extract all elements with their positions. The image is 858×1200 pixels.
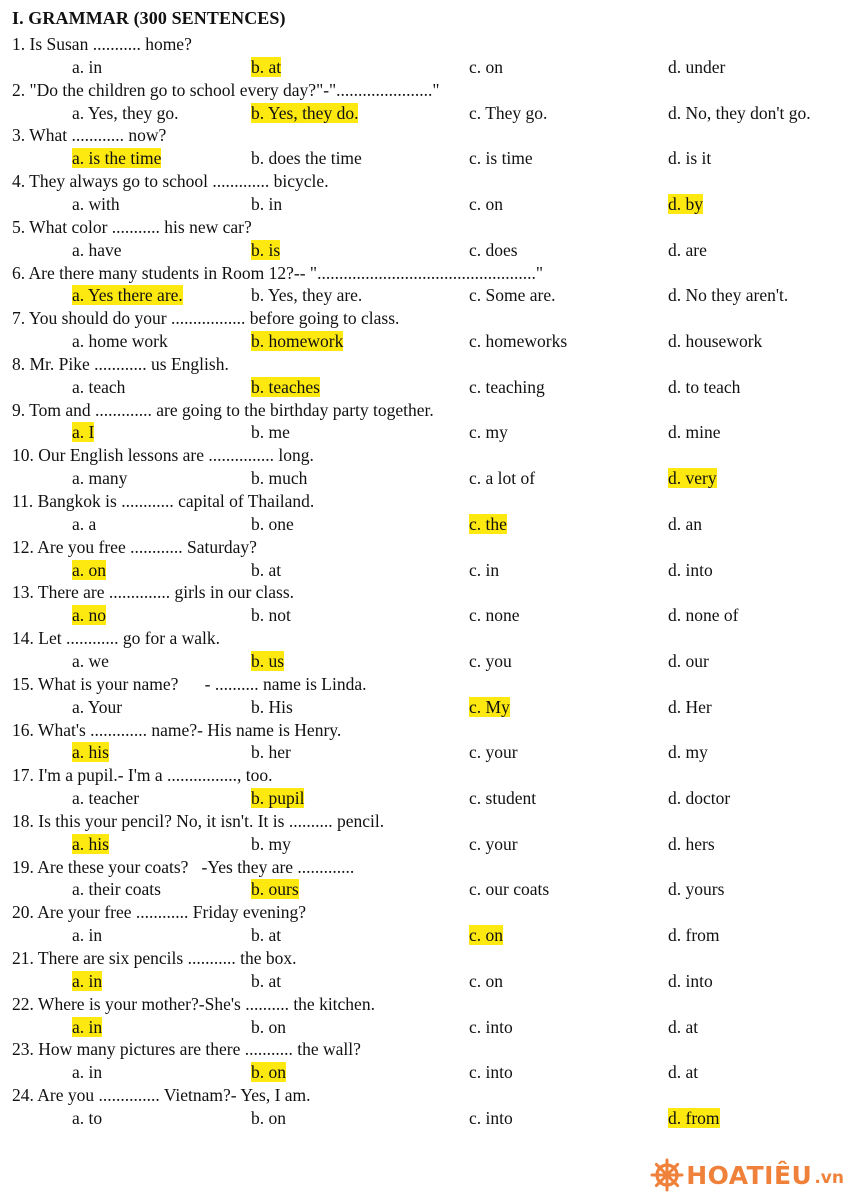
answer-option: d. Her xyxy=(668,696,712,717)
answer-option: b. on xyxy=(251,1107,286,1128)
answer-option: c. teaching xyxy=(469,376,545,397)
answer-option: a. many xyxy=(72,468,128,489)
answer-option: d. No, they don't go. xyxy=(668,102,811,123)
answer-option: d. our xyxy=(668,650,709,671)
question-text: 20. Are your free ............ Friday evening? xyxy=(12,902,307,923)
answer-option: d. housework xyxy=(668,331,763,351)
question-text: 5. What color ........... his new car? xyxy=(12,216,252,237)
question-text: 7. You should do your ................. before going to class. xyxy=(12,308,400,329)
answer-option: c. your xyxy=(469,742,518,763)
answer-option-highlighted: a. no xyxy=(72,605,107,626)
answer-option: a. with xyxy=(72,193,120,214)
answer-option-highlighted: b. us xyxy=(251,650,285,671)
question-text: 21. There are six pencils ........... the box. xyxy=(12,948,297,968)
question-text: 1. Is Susan ........... home? xyxy=(12,34,192,54)
answer-option-highlighted: d. by xyxy=(668,193,703,214)
answer-option: c. on xyxy=(469,193,504,214)
answer-option: a. in xyxy=(72,925,103,946)
answer-option: b. at xyxy=(251,970,282,991)
answer-option: c. into xyxy=(469,1107,513,1128)
answer-option: b. in xyxy=(251,193,283,214)
answer-option: c. your xyxy=(469,833,518,854)
answer-option: d. into xyxy=(668,970,713,991)
answer-option-highlighted: b. is xyxy=(251,239,281,260)
question-text: 9. Tom and ............. are going to the birthday party together. xyxy=(12,399,434,420)
question-text: 8. Mr. Pike ............ us English. xyxy=(12,353,229,374)
answer-option: c. Some are. xyxy=(469,285,556,306)
answer-option-highlighted: b. at xyxy=(251,56,282,77)
answer-option: d. at xyxy=(668,1016,699,1037)
answer-option: a. teacher xyxy=(72,788,140,808)
question-text: 17. I'm a pupil.- I'm a ................, too. xyxy=(12,765,273,786)
question-text: 19. Are these your coats? -Yes they are ............. xyxy=(12,856,355,877)
answer-option-highlighted: d. very xyxy=(668,468,717,489)
answer-option-highlighted: b. homework xyxy=(251,331,344,351)
answer-option: a. have xyxy=(72,239,122,260)
section-title: I. GRAMMAR (300 SENTENCES) xyxy=(12,8,286,28)
answer-option-highlighted: b. ours xyxy=(251,879,299,900)
answer-option: b. His xyxy=(251,696,293,717)
question-text: 24. Are you .............. Vietnam?- Yes, I am. xyxy=(12,1085,311,1106)
question-text: 12. Are you free ............ Saturday? xyxy=(12,536,257,557)
answer-option-highlighted: a. is the time xyxy=(72,148,162,169)
question-text: 11. Bangkok is ............ capital of Thailand. xyxy=(12,491,315,511)
answer-option: d. under xyxy=(668,56,726,77)
answer-option: d. are xyxy=(668,239,707,260)
answer-option: a. Your xyxy=(72,696,123,717)
answer-option: c. on xyxy=(469,56,504,77)
question-text: 10. Our English lessons are ............... long. xyxy=(12,445,314,466)
answer-option: d. to teach xyxy=(668,376,741,397)
question-text: 22. Where is your mother?-She's .......... the kitchen. xyxy=(12,993,375,1014)
answer-option: a. Yes, they go. xyxy=(72,102,179,123)
answer-option: b. does the time xyxy=(251,148,362,169)
brand-logo xyxy=(650,1158,844,1192)
answer-option: d. yours xyxy=(668,879,725,900)
answer-option-highlighted: a. on xyxy=(72,559,107,580)
answer-option: a. teach xyxy=(72,376,126,397)
answer-option-highlighted: c. on xyxy=(469,925,504,946)
question-text: 2. "Do the children go to school every day?"-"......................" xyxy=(12,79,440,100)
answer-option: c. is time xyxy=(469,148,533,169)
answer-option: d. No they aren't. xyxy=(668,285,789,306)
ship-wheel-icon xyxy=(650,1158,684,1192)
answer-option: d. at xyxy=(668,1062,699,1083)
answer-option: b. one xyxy=(251,513,294,534)
question-text: 16. What's ............. name?- His name is Henry. xyxy=(12,719,342,740)
answer-option-highlighted: a. in xyxy=(72,1016,103,1037)
answer-option-highlighted: a. Yes there are. xyxy=(72,285,183,306)
answer-option: a. in xyxy=(72,56,103,77)
answer-option: c. our coats xyxy=(469,879,550,900)
answer-option: c. into xyxy=(469,1062,513,1083)
answer-option-highlighted: b. teaches xyxy=(251,376,320,397)
answer-option: b. not xyxy=(251,605,291,626)
answer-option: d. is it xyxy=(668,148,712,169)
answer-option-highlighted: c. the xyxy=(469,513,507,534)
answer-option: d. into xyxy=(668,559,713,580)
answer-option-highlighted: a. his xyxy=(72,833,109,854)
answer-option: c. none xyxy=(469,605,520,626)
answer-option: b. at xyxy=(251,925,282,946)
answer-option: d. doctor xyxy=(668,788,731,808)
answer-option-highlighted: a. I xyxy=(72,422,95,443)
answer-option: a. their coats xyxy=(72,879,161,900)
answer-option: d. from xyxy=(668,925,720,946)
answer-option-highlighted: a. in xyxy=(72,970,103,991)
answer-option: b. Yes, they are. xyxy=(251,285,363,306)
answer-option-highlighted: b. Yes, they do. xyxy=(251,102,359,123)
question-text: 3. What ............ now? xyxy=(12,125,167,146)
answer-option: d. an xyxy=(668,513,703,534)
answer-option: c. student xyxy=(469,788,537,808)
answer-option-highlighted: b. on xyxy=(251,1062,286,1083)
brand-name: HOATIÊU xyxy=(686,1160,813,1190)
answer-option: d. hers xyxy=(668,833,715,854)
answer-option: b. me xyxy=(251,422,290,443)
question-text: 15. What is your name? - .......... name is Linda. xyxy=(12,673,367,694)
answer-option: c. in xyxy=(469,559,500,580)
question-text: 4. They always go to school ............. bicycle. xyxy=(12,171,329,192)
answer-option: a. we xyxy=(72,650,109,671)
answer-option: c. homeworks xyxy=(469,331,568,351)
answer-option: c. a lot of xyxy=(469,468,536,489)
question-text: 23. How many pictures are there ........... the wall? xyxy=(12,1039,361,1060)
answer-option: c. They go. xyxy=(469,102,548,123)
answer-option: a. a xyxy=(72,513,97,534)
question-text: 6. Are there many students in Room 12?-- ".................................................." xyxy=(12,262,543,283)
answer-option: d. none of xyxy=(668,605,739,626)
answer-option-highlighted: b. pupil xyxy=(251,788,305,808)
answer-option: a. to xyxy=(72,1107,103,1128)
question-text: 18. Is this your pencil? No, it isn't. It is .......... pencil. xyxy=(12,810,385,831)
answer-option: d. mine xyxy=(668,422,721,443)
answer-option: b. on xyxy=(251,1016,286,1037)
question-text: 13. There are .............. girls in our class. xyxy=(12,582,295,603)
answer-option-highlighted: c. My xyxy=(469,696,510,717)
answer-option: a. home work xyxy=(72,331,168,351)
answer-option: c. on xyxy=(469,970,504,991)
answer-option: a. in xyxy=(72,1062,103,1083)
answer-option: c. does xyxy=(469,239,518,260)
brand-suffix: .vn xyxy=(814,1168,844,1188)
answer-option: c. you xyxy=(469,650,512,671)
answer-option-highlighted: d. from xyxy=(668,1107,720,1128)
answer-option: c. my xyxy=(469,422,508,443)
answer-option: b. much xyxy=(251,468,308,489)
answer-option: b. my xyxy=(251,833,291,854)
answer-option: b. at xyxy=(251,559,282,580)
question-text: 14. Let ............ go for a walk. xyxy=(12,628,221,649)
answer-option: d. my xyxy=(668,742,708,763)
answer-option: b. her xyxy=(251,742,291,763)
answer-option-highlighted: a. his xyxy=(72,742,109,763)
answer-option: c. into xyxy=(469,1016,513,1037)
